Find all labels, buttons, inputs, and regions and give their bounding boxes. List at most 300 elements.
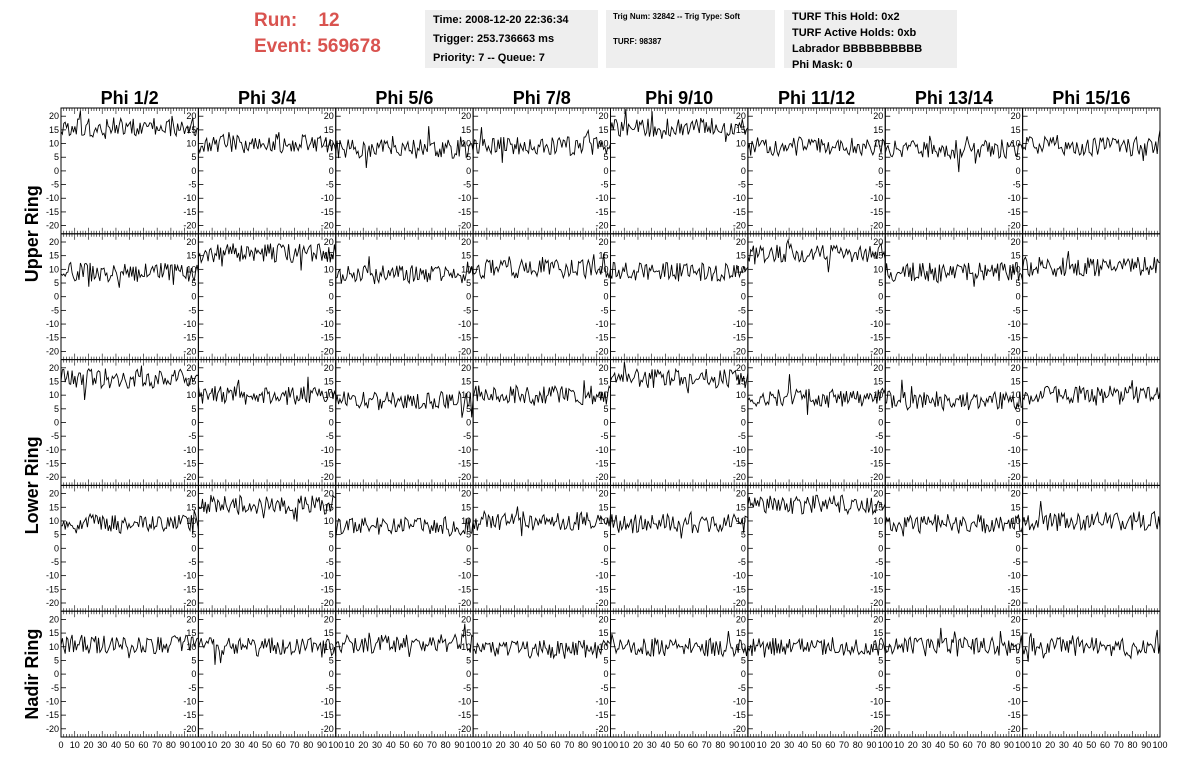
y-tick-label: -10 — [183, 319, 197, 330]
y-tick-label: 10 — [1010, 264, 1021, 275]
y-tick-label: -15 — [183, 206, 197, 217]
waveform-trace — [748, 137, 885, 156]
y-tick-label: 0 — [603, 669, 609, 680]
y-tick-label: 15 — [873, 250, 884, 261]
y-tick-label: 5 — [878, 152, 884, 163]
y-tick-label: 20 — [1010, 362, 1021, 373]
x-tick-label: 50 — [811, 740, 822, 750]
x-tick-label: 90 — [179, 740, 190, 750]
y-tick-label: 15 — [735, 376, 746, 387]
x-tick-label: 90 — [591, 740, 602, 750]
waveform-trace — [61, 263, 198, 288]
y-tick-label: 10 — [48, 390, 59, 401]
y-tick-label: -10 — [458, 570, 472, 581]
y-tick-label: 20 — [48, 614, 59, 625]
x-tick-label: 10 — [69, 740, 80, 750]
y-tick-label: 0 — [1015, 291, 1021, 302]
plot-frame — [336, 234, 473, 360]
y-tick-label: 0 — [603, 165, 609, 176]
waveform-trace — [198, 495, 335, 522]
plot-frame — [885, 234, 1022, 360]
y-tick-label: 10 — [598, 264, 609, 275]
y-tick-label: -15 — [183, 584, 197, 595]
y-tick-label: -5 — [600, 305, 609, 316]
y-tick-label: 10 — [598, 138, 609, 149]
x-tick-label: 50 — [124, 740, 135, 750]
y-tick-label: -5 — [875, 682, 884, 693]
y-tick-label: -15 — [732, 584, 746, 595]
y-tick-label: 10 — [1010, 138, 1021, 149]
x-tick-label: 40 — [660, 740, 671, 750]
y-tick-label: 0 — [1015, 165, 1021, 176]
y-tick-label: 10 — [598, 641, 609, 652]
y-tick-label: -10 — [1007, 570, 1021, 581]
x-tick-label: 60 — [138, 740, 149, 750]
y-tick-label: -15 — [458, 332, 472, 343]
x-tick-label: 10 — [481, 740, 492, 750]
y-tick-label: 0 — [878, 543, 884, 554]
y-tick-label: 0 — [878, 291, 884, 302]
column-header: Phi 15/16 — [1052, 88, 1131, 108]
y-tick-label: 15 — [873, 628, 884, 639]
y-tick-label: 5 — [878, 278, 884, 289]
plot-frame — [198, 611, 335, 737]
y-tick-label: 20 — [323, 111, 334, 122]
plot-frame — [473, 234, 610, 360]
waveform-trace — [61, 511, 198, 534]
y-tick-label: 5 — [603, 403, 609, 414]
y-tick-label: -5 — [1012, 682, 1021, 693]
y-tick-label: -10 — [1007, 444, 1021, 455]
waveform-trace — [1023, 501, 1160, 531]
y-tick-label: -20 — [732, 346, 746, 357]
y-tick-label: 15 — [598, 628, 609, 639]
y-tick-label: -20 — [45, 723, 59, 734]
y-tick-label: 0 — [740, 543, 746, 554]
y-tick-label: 5 — [466, 278, 472, 289]
x-tick-label: 100 — [740, 740, 756, 750]
y-tick-label: -5 — [325, 179, 334, 190]
y-tick-label: 5 — [328, 403, 334, 414]
y-tick-label: -10 — [1007, 319, 1021, 330]
waveform-trace — [1023, 630, 1160, 662]
y-tick-label: -5 — [463, 556, 472, 567]
y-tick-label: -15 — [45, 458, 59, 469]
y-tick-label: 15 — [48, 124, 59, 135]
waveform-trace — [336, 624, 473, 657]
y-tick-label: -10 — [595, 444, 609, 455]
y-tick-label: 10 — [323, 264, 334, 275]
y-tick-label: 10 — [186, 390, 197, 401]
y-tick-label: -15 — [595, 458, 609, 469]
y-tick-label: 20 — [48, 362, 59, 373]
priority-text: Priority: 7 -- Queue: 7 — [433, 52, 545, 64]
x-tick-label: 10 — [1031, 740, 1042, 750]
y-tick-label: -10 — [45, 570, 59, 581]
y-tick-label: 10 — [323, 138, 334, 149]
y-tick-label: 5 — [53, 655, 59, 666]
x-tick-label: 10 — [207, 740, 218, 750]
y-tick-label: -15 — [870, 710, 884, 721]
y-tick-label: -10 — [870, 319, 884, 330]
y-tick-label: 10 — [186, 515, 197, 526]
x-tick-label: 20 — [1045, 740, 1056, 750]
run-label: Run: — [254, 10, 298, 31]
plot-frame — [885, 611, 1022, 737]
waveform-trace — [611, 512, 748, 538]
y-tick-label: -5 — [600, 431, 609, 442]
x-tick-label: 60 — [275, 740, 286, 750]
y-tick-label: 0 — [740, 291, 746, 302]
y-tick-label: 5 — [1015, 403, 1021, 414]
y-tick-label: -15 — [1007, 458, 1021, 469]
y-tick-label: -15 — [595, 206, 609, 217]
y-tick-label: 0 — [603, 417, 609, 428]
waveform-trace — [885, 628, 1022, 657]
x-tick-label: 90 — [317, 740, 328, 750]
y-tick-label: -20 — [870, 597, 884, 608]
y-tick-label: 15 — [461, 124, 472, 135]
y-tick-label: -5 — [188, 179, 197, 190]
y-tick-label: -20 — [595, 346, 609, 357]
y-tick-label: 10 — [48, 641, 59, 652]
y-tick-label: -20 — [595, 597, 609, 608]
y-tick-label: -5 — [463, 305, 472, 316]
x-tick-label: 80 — [852, 740, 863, 750]
y-tick-label: -20 — [45, 472, 59, 483]
y-tick-label: 10 — [1010, 390, 1021, 401]
y-tick-label: 5 — [740, 655, 746, 666]
column-header: Phi 5/6 — [375, 88, 434, 108]
y-tick-label: -15 — [183, 710, 197, 721]
x-tick-label: 40 — [248, 740, 259, 750]
x-tick-label: 80 — [1127, 740, 1138, 750]
x-tick-label: 70 — [152, 740, 163, 750]
x-tick-label: 90 — [866, 740, 877, 750]
y-tick-label: 20 — [186, 488, 197, 499]
y-tick-label: -10 — [732, 570, 746, 581]
waveform-trace — [473, 254, 610, 279]
y-tick-label: 20 — [461, 237, 472, 248]
y-tick-label: 0 — [466, 669, 472, 680]
y-tick-label: -10 — [595, 570, 609, 581]
x-tick-label: 70 — [426, 740, 437, 750]
trigger-text: Trigger: 253.736663 ms — [433, 33, 555, 45]
y-tick-label: 15 — [323, 250, 334, 261]
y-tick-label: 5 — [1015, 278, 1021, 289]
y-tick-label: -5 — [50, 305, 59, 316]
y-tick-label: -5 — [188, 682, 197, 693]
plot-frame — [1023, 485, 1160, 611]
waveform-trace — [1023, 380, 1160, 405]
y-tick-label: 10 — [873, 390, 884, 401]
waveform-trace — [61, 635, 198, 658]
y-tick-label: 10 — [735, 641, 746, 652]
y-tick-label: 5 — [191, 403, 197, 414]
plot-frame — [611, 611, 748, 737]
x-tick-label: 60 — [1100, 740, 1111, 750]
x-tick-label: 90 — [729, 740, 740, 750]
x-tick-label: 40 — [110, 740, 121, 750]
y-tick-label: -5 — [50, 179, 59, 190]
waveform-trace — [748, 374, 885, 415]
plot-frame — [336, 108, 473, 234]
waveform-trace — [1023, 251, 1160, 277]
y-tick-label: 15 — [186, 376, 197, 387]
y-tick-label: 0 — [328, 669, 334, 680]
x-tick-label: 80 — [990, 740, 1001, 750]
y-tick-label: 20 — [461, 488, 472, 499]
plot-frame — [1023, 108, 1160, 234]
y-tick-label: 0 — [191, 165, 197, 176]
x-tick-label: 20 — [770, 740, 781, 750]
x-tick-label: 30 — [97, 740, 108, 750]
y-tick-label: 5 — [878, 529, 884, 540]
plot-frame — [1023, 360, 1160, 486]
y-tick-label: 15 — [48, 502, 59, 513]
y-tick-label: 15 — [1010, 502, 1021, 513]
x-tick-label: 60 — [687, 740, 698, 750]
y-tick-label: 0 — [603, 291, 609, 302]
y-tick-label: -10 — [183, 444, 197, 455]
y-tick-label: 10 — [598, 515, 609, 526]
y-tick-label: -10 — [183, 193, 197, 204]
ring-label: Lower Ring — [22, 436, 42, 535]
y-tick-label: 10 — [735, 264, 746, 275]
y-tick-label: 15 — [598, 250, 609, 261]
y-tick-label: 5 — [466, 655, 472, 666]
x-tick-label: 10 — [756, 740, 767, 750]
y-tick-label: 5 — [878, 655, 884, 666]
y-tick-label: -10 — [1007, 193, 1021, 204]
y-tick-label: -20 — [595, 723, 609, 734]
y-tick-label: 10 — [323, 641, 334, 652]
y-tick-label: 20 — [186, 614, 197, 625]
y-tick-label: -5 — [1012, 431, 1021, 442]
x-tick-label: 30 — [921, 740, 932, 750]
x-tick-label: 60 — [413, 740, 424, 750]
y-tick-label: 0 — [878, 417, 884, 428]
y-tick-label: 20 — [735, 362, 746, 373]
y-tick-label: 5 — [191, 655, 197, 666]
y-tick-label: 0 — [466, 417, 472, 428]
plot-frame — [748, 360, 885, 486]
turf-text: TURF: 98387 — [613, 37, 662, 46]
x-tick-label: 80 — [165, 740, 176, 750]
y-tick-label: -10 — [320, 193, 334, 204]
y-tick-label: 15 — [735, 502, 746, 513]
y-tick-label: -15 — [595, 332, 609, 343]
y-tick-label: -20 — [732, 220, 746, 231]
y-tick-label: -15 — [595, 584, 609, 595]
y-tick-label: -15 — [1007, 206, 1021, 217]
y-tick-label: -10 — [732, 696, 746, 707]
x-tick-label: 100 — [465, 740, 481, 750]
y-tick-label: -20 — [183, 220, 197, 231]
plot-frame — [61, 611, 198, 737]
y-tick-label: 15 — [598, 502, 609, 513]
y-tick-label: 20 — [323, 362, 334, 373]
y-tick-label: 20 — [186, 111, 197, 122]
y-tick-label: -20 — [870, 346, 884, 357]
waveform-trace — [748, 637, 885, 657]
x-tick-label: 30 — [784, 740, 795, 750]
y-tick-label: -20 — [1007, 346, 1021, 357]
y-tick-label: -10 — [732, 319, 746, 330]
waveform-trace — [885, 514, 1022, 536]
column-header: Phi 1/2 — [100, 88, 159, 108]
y-tick-label: 15 — [735, 628, 746, 639]
x-tick-label: 70 — [1113, 740, 1124, 750]
y-tick-label: 5 — [878, 403, 884, 414]
x-tick-label: 50 — [674, 740, 685, 750]
x-tick-label: 80 — [715, 740, 726, 750]
y-tick-label: 5 — [740, 403, 746, 414]
x-tick-label: 30 — [371, 740, 382, 750]
waveform-trace — [336, 126, 473, 168]
plot-frame — [473, 485, 610, 611]
y-tick-label: -20 — [458, 597, 472, 608]
x-tick-label: 80 — [440, 740, 451, 750]
y-tick-label: 15 — [48, 628, 59, 639]
y-tick-label: 20 — [1010, 488, 1021, 499]
column-header: Phi 7/8 — [512, 88, 571, 108]
y-tick-label: -10 — [45, 444, 59, 455]
y-tick-label: 10 — [873, 641, 884, 652]
plot-frame — [885, 360, 1022, 486]
x-tick-label: 50 — [948, 740, 959, 750]
x-tick-label: 70 — [701, 740, 712, 750]
y-tick-label: -20 — [320, 723, 334, 734]
y-tick-label: 10 — [873, 138, 884, 149]
x-tick-label: 30 — [509, 740, 520, 750]
x-tick-label: 70 — [289, 740, 300, 750]
waveform-trace — [473, 380, 610, 405]
y-tick-label: 15 — [873, 502, 884, 513]
y-tick-label: 20 — [873, 362, 884, 373]
y-tick-label: -15 — [320, 710, 334, 721]
y-tick-label: -20 — [183, 346, 197, 357]
x-tick-label: 10 — [344, 740, 355, 750]
y-tick-label: 20 — [598, 111, 609, 122]
turf-active-holds-text: TURF Active Holds: 0xb — [792, 27, 917, 39]
y-tick-label: 5 — [191, 529, 197, 540]
y-tick-label: -20 — [458, 220, 472, 231]
y-tick-label: 0 — [53, 669, 59, 680]
x-tick-label: 70 — [839, 740, 850, 750]
y-tick-label: 20 — [873, 237, 884, 248]
waveform-trace — [336, 392, 473, 418]
y-tick-label: -10 — [595, 193, 609, 204]
y-tick-label: -10 — [458, 696, 472, 707]
y-tick-label: 15 — [323, 502, 334, 513]
y-tick-label: -5 — [463, 179, 472, 190]
x-tick-label: 50 — [1086, 740, 1097, 750]
y-tick-label: -20 — [870, 723, 884, 734]
y-tick-label: -20 — [732, 597, 746, 608]
y-tick-label: 5 — [740, 152, 746, 163]
y-tick-label: 10 — [461, 138, 472, 149]
y-tick-label: -10 — [458, 444, 472, 455]
column-header: Phi 11/12 — [778, 88, 856, 108]
y-tick-label: 20 — [461, 111, 472, 122]
y-tick-label: 15 — [186, 250, 197, 261]
y-tick-label: 15 — [461, 376, 472, 387]
y-tick-label: 5 — [603, 529, 609, 540]
waveform-trace — [885, 136, 1022, 172]
y-tick-label: -20 — [45, 597, 59, 608]
y-tick-label: 20 — [461, 362, 472, 373]
waveform-trace — [611, 263, 748, 282]
y-tick-label: 10 — [323, 515, 334, 526]
y-tick-label: 5 — [466, 529, 472, 540]
ring-label: Upper Ring — [22, 185, 42, 283]
y-tick-label: -5 — [188, 305, 197, 316]
x-tick-label: 0 — [58, 740, 64, 750]
y-tick-label: 0 — [740, 165, 746, 176]
plot-frame — [1023, 611, 1160, 737]
y-tick-label: -5 — [1012, 179, 1021, 190]
y-tick-label: 20 — [323, 237, 334, 248]
y-tick-label: -5 — [188, 431, 197, 442]
plot-frame — [473, 360, 610, 486]
x-tick-label: 100 — [328, 740, 344, 750]
y-tick-label: -5 — [50, 431, 59, 442]
y-tick-label: 0 — [466, 165, 472, 176]
y-tick-label: -15 — [870, 584, 884, 595]
waveform-trace — [336, 256, 473, 284]
y-tick-label: 0 — [740, 669, 746, 680]
y-tick-label: 0 — [53, 165, 59, 176]
y-tick-label: 15 — [1010, 250, 1021, 261]
y-tick-label: 0 — [328, 543, 334, 554]
y-tick-label: -10 — [1007, 696, 1021, 707]
phi-mask-text: Phi Mask: 0 — [792, 59, 853, 71]
y-tick-label: -20 — [320, 597, 334, 608]
x-tick-label: 100 — [602, 740, 619, 750]
y-tick-label: 5 — [1015, 152, 1021, 163]
y-tick-label: 15 — [873, 376, 884, 387]
waveform-trace — [198, 243, 335, 270]
x-tick-label: 30 — [234, 740, 245, 750]
x-tick-label: 80 — [303, 740, 314, 750]
x-tick-label: 100 — [1152, 740, 1168, 750]
x-tick-label: 20 — [358, 740, 369, 750]
y-tick-label: 20 — [323, 488, 334, 499]
y-tick-label: -5 — [875, 305, 884, 316]
y-tick-label: 10 — [461, 264, 472, 275]
y-tick-label: -5 — [325, 682, 334, 693]
y-tick-label: -15 — [45, 710, 59, 721]
x-tick-label: 20 — [220, 740, 231, 750]
y-tick-label: -5 — [875, 431, 884, 442]
y-tick-label: 10 — [186, 641, 197, 652]
y-tick-label: 5 — [328, 152, 334, 163]
y-tick-label: 15 — [48, 250, 59, 261]
y-tick-label: -20 — [320, 220, 334, 231]
y-tick-label: -15 — [45, 584, 59, 595]
waveform-trace — [336, 517, 473, 539]
y-tick-label: -5 — [325, 305, 334, 316]
column-header: Phi 9/10 — [645, 88, 714, 108]
y-tick-label: 0 — [740, 417, 746, 428]
y-tick-label: -10 — [732, 444, 746, 455]
y-tick-label: 15 — [1010, 124, 1021, 135]
y-tick-label: 20 — [598, 237, 609, 248]
plot-frame — [473, 108, 610, 234]
y-tick-label: -5 — [325, 556, 334, 567]
y-tick-label: 10 — [461, 641, 472, 652]
